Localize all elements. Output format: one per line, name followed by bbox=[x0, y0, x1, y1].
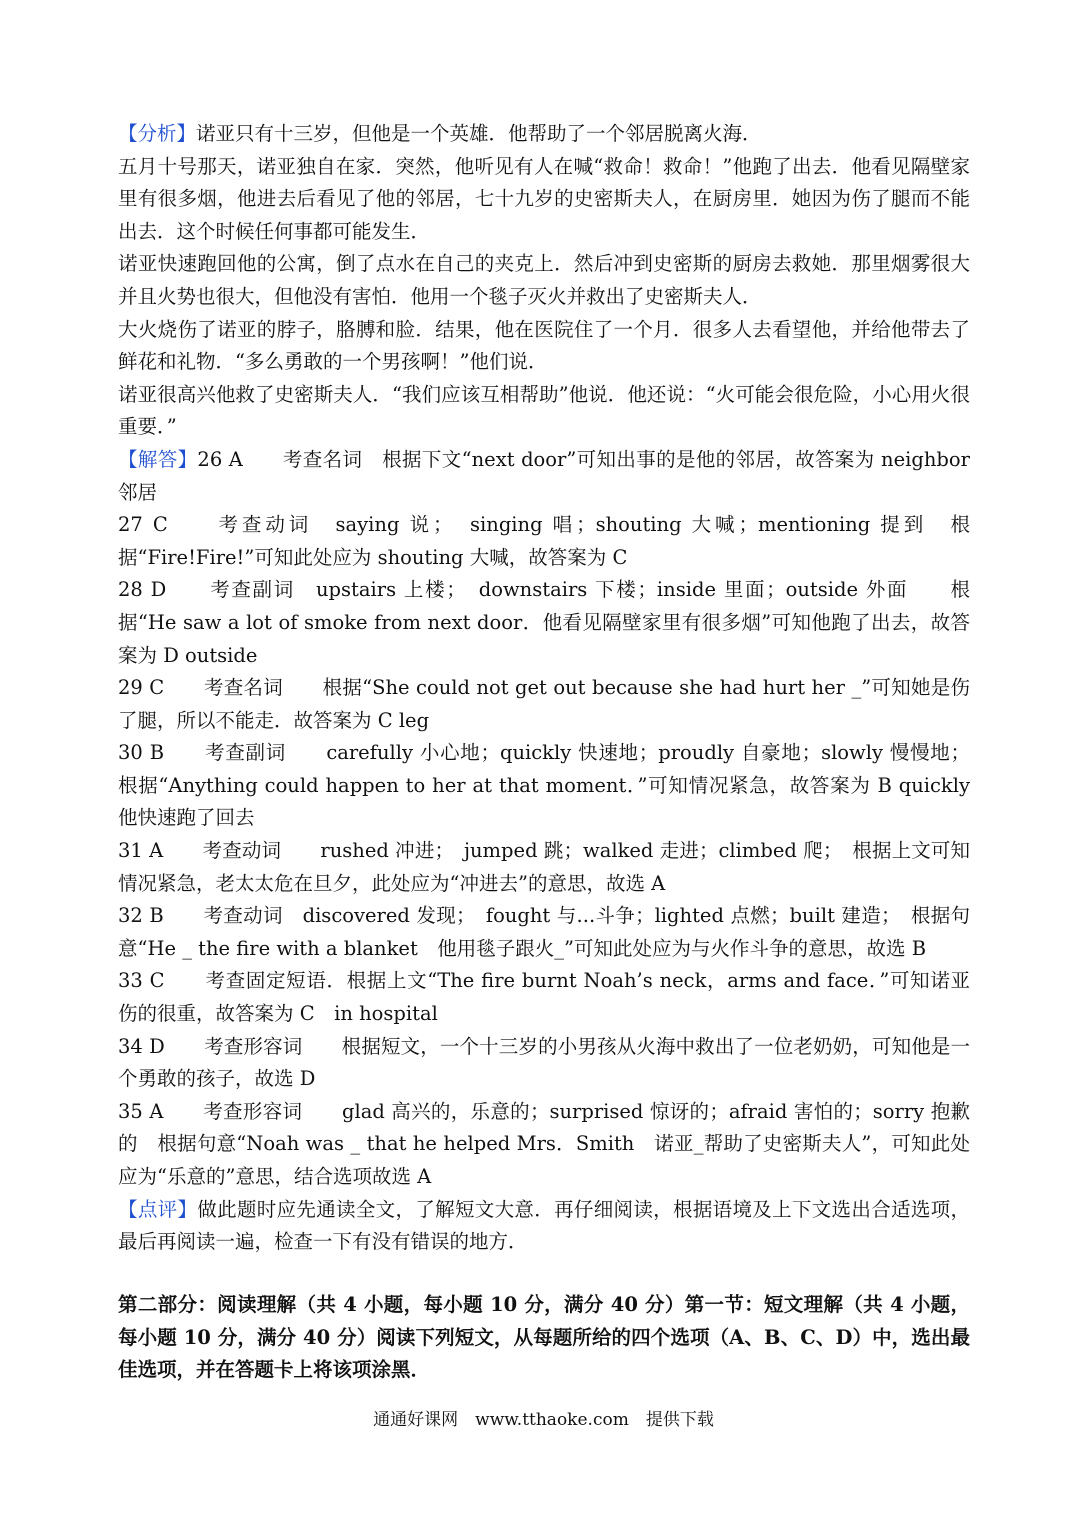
answer-item: 33 C 考查固定短语．根据上文“The fire burnt Noah’s neck，arms and face．”可知诺亚伤的很重，故答案为 C in hospital bbox=[118, 969, 970, 1026]
analysis-paragraph: 大火烧伤了诺亚的脖子，胳膊和脸．结果，他在医院住了一个月．很多人去看望他，并给他带去了鲜花和礼物．“多么勇敢的一个男孩啊！”他们说． bbox=[118, 317, 970, 374]
answer-item: 30 B 考查副词 carefully 小心地；quickly 快速地；proudly 自豪地；slowly 慢慢地；根据“Anything could happen to her at that moment．”可知情况紧急，故答案为 B quickly 他快速跑了回去 bbox=[118, 741, 990, 830]
comment-tag: 【点评】 bbox=[118, 1197, 198, 1221]
analysis-tag: 【分析】 bbox=[118, 122, 197, 145]
answer-tag: 【解答】 bbox=[118, 447, 198, 471]
comment-text: 做此题时应先通读全文，了解短文大意．再仔细阅读，根据语境及上下文选出合适选项，最后再阅读一遍，检查一下有没有错误的地方． bbox=[118, 1197, 970, 1254]
answer-item: 31 A 考查动词 rushed 冲进； jumped 跳；walked 走进；climbed 爬； 根据上文可知情况紧急，老太太危在旦夕，此处应为“冲进去”的意思，故选 A bbox=[118, 839, 970, 895]
answer-explanation-body bbox=[118, 118, 990, 1259]
analysis-paragraph: 诺亚很高兴他救了史密斯夫人．“我们应该互相帮助”他说．他还说：“火可能会很危险，小心用火很重要．” bbox=[118, 382, 970, 439]
analysis-line: 诺亚只有十三岁，但他是一个英雄．他帮助了一个邻居脱离火海． bbox=[196, 122, 762, 145]
answer-item: 32 B 考查动词 discovered 发现； fought 与...斗争；lighted 点燃；built 建造； 根据句意“He _ the fire with a blanket 他用毯子跟火_”可知此处应为与火作斗争的意思，故选 B bbox=[118, 904, 970, 960]
page-footer: 通通好课网 www.tthaoke.com 提供下载 bbox=[373, 1410, 714, 1430]
answer-item: 29 C 考查名词 根据“She could not get out because she had hurt her _”可知她是伤了腿，所以不能走．故答案为 C leg bbox=[118, 676, 970, 732]
answer-item bbox=[118, 444, 970, 509]
analysis-paragraph: 五月十号那天，诺亚独自在家．突然，他听见有人在喊“救命！救命！”他跑了出去．他看见隔壁家里有很多烟，他进去后看见了他的邻居，七十九岁的史密斯夫人，在厨房里．她因为伤了腿而不能出去．这个时候任何事都可能发生． bbox=[118, 154, 970, 243]
answer-item: 28 D 考查副词 upstairs 上楼； downstairs 下楼；inside 里面；outside 外面 根据“He saw a lot of smoke from next door．他看见隔壁家里有很多烟”可知他跑了出去，故答案为 D outside bbox=[118, 578, 970, 667]
comment-paragraph bbox=[118, 1194, 970, 1259]
answer-item: 34 D 考查形容词 根据短文，一个十三岁的小男孩从火海中救出了一位老奶奶，可知他是一个勇敢的孩子，故选 D bbox=[118, 1034, 970, 1091]
answer-text: 26 A 考查名词 根据下文“next door”可知出事的是他的邻居，故答案为 neighbor 邻居 bbox=[118, 447, 970, 504]
section-heading: 第二部分：阅读理解（共 4 小题，每小题 10 分，满分 40 分）第一节：短文理解（共 4 小题，每小题 10 分，满分 40 分）阅读下列短文，从每题所给的四个选项（A、B、C、D）中，选出最佳选项，并在答题卡上将该项涂黑． bbox=[118, 1293, 970, 1382]
answer-item: 35 A 考查形容词 glad 高兴的，乐意的；surprised 惊讶的；afraid 害怕的；sorry 抱歉的 根据句意“Noah was _ that he helped Mrs．Smith 诺亚_帮助了史密斯夫人”，可知此处应为“乐意的”意思，结合选项故选 A bbox=[118, 1099, 970, 1188]
analysis-paragraph bbox=[118, 118, 970, 151]
analysis-paragraph: 诺亚快速跑回他的公寓，倒了点水在自己的夹克上．然后冲到史密斯的厨房去救她．那里烟雾很大并且火势也很大，但他没有害怕．他用一个毯子灭火并救出了史密斯夫人． bbox=[118, 252, 970, 308]
answer-item: 27 C 考查动词 saying 说； singing 唱；shouting 大喊；mentioning 提到 根据“Fire!Fire!”可知此处应为 shouting 大喊，故答案为 C bbox=[118, 513, 970, 569]
